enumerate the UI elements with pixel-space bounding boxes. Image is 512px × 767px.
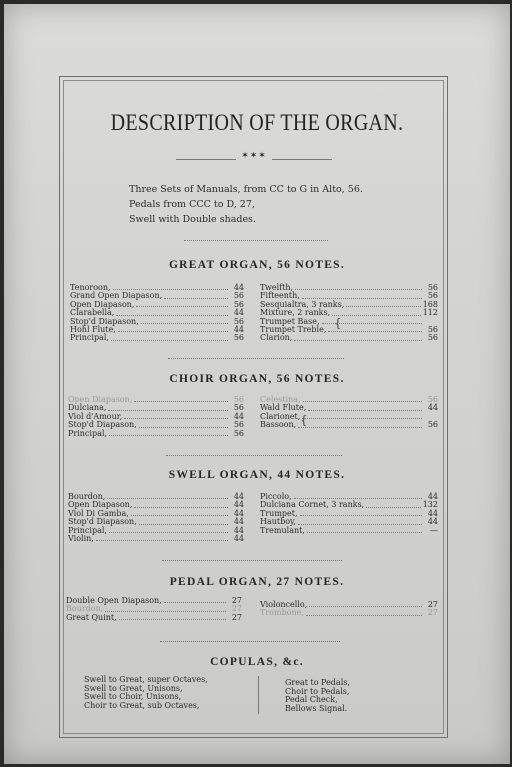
stop-row (260, 609, 438, 617)
title-ornament (176, 151, 332, 163)
copula-item: Choir to Pedals, (285, 686, 350, 696)
stop-name: Hautboy, (260, 517, 297, 527)
leader-dots (295, 284, 422, 290)
stop-name: Piccolo, (260, 492, 292, 501)
brace: { (334, 316, 342, 330)
stop-name: Stop'd Diapason, (68, 517, 137, 527)
section-divider (160, 641, 340, 642)
copula-item: Choir to Great, sub Octaves, (84, 701, 200, 711)
stop-name: Dulciana, (68, 403, 107, 413)
swell-stops-left (68, 493, 244, 543)
stop-name: Trombone, (260, 608, 304, 618)
leader-dots (113, 284, 228, 290)
stop-name: Clarionet, (260, 411, 301, 421)
stop-name: Stop'd Diapason, (68, 420, 137, 430)
stop-name: Viol Di Gamba, (68, 508, 129, 518)
leader-dots (141, 318, 228, 324)
stop-pipe-count: 27 (427, 600, 438, 609)
leader-dots (105, 605, 226, 611)
leader-dots (309, 601, 422, 607)
stop-pipe-count: 44 (233, 308, 244, 318)
copulas-left (84, 676, 208, 711)
stop-name: Bourdon, (68, 492, 106, 501)
leader-dots (332, 309, 421, 315)
copula-item: Bellows Signal. (285, 704, 348, 714)
stop-name: Sesquialtra, 3 ranks, (260, 299, 345, 309)
stop-name: Dulciana Cornet, 3 ranks, (260, 500, 365, 510)
leader-dots (366, 501, 420, 507)
pedal-stops-right (260, 601, 438, 618)
stop-pipe-count: 27 (427, 608, 438, 618)
section-divider (184, 240, 328, 241)
stop-pipe-count: 44 (233, 492, 244, 501)
leader-dots (108, 404, 228, 410)
leader-dots (164, 292, 228, 298)
stop-pipe-count: 56 (233, 299, 244, 309)
copulas-heading: COPULAS, &c. (210, 656, 304, 668)
leader-dots (134, 501, 228, 507)
section-divider (162, 560, 342, 561)
stop-pipe-count: 44 (427, 492, 438, 501)
leader-dots (96, 535, 228, 541)
stop-pipe-count: — (430, 525, 438, 535)
leader-dots (134, 396, 228, 402)
stop-pipe-count: 56 (427, 395, 438, 404)
stop-pipe-count: 56 (233, 420, 244, 430)
leader-dots (116, 309, 228, 315)
stop-name: Wald Flute, (260, 403, 307, 413)
intro-line: Swell with Double shades. (129, 214, 256, 225)
great-stops-left (70, 284, 244, 343)
leader-dots (328, 326, 422, 332)
stop-pipe-count: 112 (422, 308, 438, 318)
stop-name: Trumpet Treble, (260, 325, 327, 335)
leader-dots (302, 292, 422, 298)
intro-line: Three Sets of Manuals, from CC to G in Alto, 56. (129, 184, 363, 195)
stop-name: Clarabella, (70, 308, 115, 318)
stop-name: Trumpet Base, (260, 316, 320, 326)
stop-name: Clarion, (260, 333, 293, 343)
brace: { (300, 413, 308, 427)
stop-name: Mixture, 2 ranks, (260, 308, 331, 318)
choir-stops-left (68, 396, 244, 438)
stop-pipe-count: 44 (233, 325, 244, 335)
stop-pipe-count: 44 (427, 403, 438, 413)
stop-name: Principal, (70, 333, 109, 343)
intro-line: Pedals from CCC to D, 27, (129, 199, 255, 210)
leader-dots (109, 527, 228, 533)
leader-dots (139, 421, 228, 427)
stop-pipe-count: 44 (233, 283, 244, 292)
stop-pipe-count: 56 (233, 428, 244, 438)
stop-pipe-count: 44 (233, 534, 244, 544)
copulas-divider (258, 676, 259, 714)
stop-name: Viol d'Amour, (68, 411, 123, 421)
stop-pipe-count: 44 (427, 508, 438, 518)
stop-pipe-count: 44 (233, 525, 244, 535)
stop-name: Trumpet, (260, 508, 298, 518)
stop-pipe-count: 168 (422, 299, 438, 309)
stop-pipe-count: 56 (233, 395, 244, 404)
stop-pipe-count: 56 (233, 291, 244, 301)
stop-name: Great Quint, (66, 612, 117, 622)
leader-dots (302, 413, 422, 419)
great-organ-heading: GREAT ORGAN, 56 NOTES. (168, 259, 346, 271)
choir-stops-right (260, 396, 438, 430)
leader-dots (118, 326, 228, 332)
leader-dots (303, 396, 423, 402)
stop-pipe-count: 44 (427, 517, 438, 527)
stop-row (260, 334, 438, 342)
stop-pipe-count: 44 (233, 500, 244, 510)
stop-pipe-count: 56 (427, 291, 438, 301)
stop-pipe-count: 44 (233, 508, 244, 518)
leader-dots (136, 301, 228, 307)
ornament-stars: ✶✶✶ (241, 151, 267, 161)
leader-dots (300, 510, 422, 516)
stop-pipe-count: 132 (422, 500, 438, 510)
stop-pipe-count: 44 (233, 517, 244, 527)
stop-pipe-count: 44 (233, 411, 244, 421)
leader-dots (308, 404, 422, 410)
leader-dots (124, 413, 228, 419)
stop-row (66, 614, 242, 622)
swell-organ-heading: SWELL ORGAN, 44 NOTES. (168, 469, 346, 481)
leader-dots (298, 518, 422, 524)
stop-pipe-count: 56 (233, 316, 244, 326)
stop-name: Violin, (68, 534, 94, 544)
leader-dots (294, 334, 422, 340)
stop-name: Open Diapason, (70, 299, 135, 309)
stop-name: Open Diapason, (68, 500, 133, 510)
leader-dots (109, 430, 228, 436)
stop-name: Twelfth, (260, 283, 294, 292)
copula-item: Swell to Great, Unisons, (84, 683, 183, 693)
stop-name: Principal, (68, 525, 107, 535)
stop-name: Tenoroon, (70, 283, 111, 292)
copulas-right (285, 679, 350, 714)
leader-dots (107, 493, 228, 499)
copula-item: Pedal Check, (285, 695, 338, 705)
leader-dots (346, 301, 420, 307)
stop-pipe-count: 56 (427, 283, 438, 292)
stop-row (70, 334, 244, 342)
stop-name: Tremulant, (260, 525, 305, 535)
choir-organ-heading: CHOIR ORGAN, 56 NOTES. (169, 373, 345, 385)
stop-name: Celestina, (260, 395, 301, 404)
great-stops-right (260, 284, 438, 343)
copula-item: Swell to Choir, Unisons, (84, 692, 182, 702)
stop-pipe-count: 56 (233, 333, 244, 343)
stop-pipe-count: 56 (427, 325, 438, 335)
stop-name: Stop'd Diapason, (70, 316, 139, 326)
stop-name: Principal, (68, 428, 107, 438)
leader-dots (139, 518, 228, 524)
stop-name: Bassoon, (260, 420, 297, 430)
stop-name: Bourdon, (66, 604, 104, 614)
pedal-organ-heading: PEDAL ORGAN, 27 NOTES. (169, 576, 345, 588)
leader-dots (131, 510, 228, 516)
stop-row (68, 430, 244, 438)
stop-pipe-count: 27 (231, 604, 242, 614)
section-divider (168, 358, 344, 359)
pedal-stops-left (66, 597, 242, 622)
document-page (4, 4, 510, 764)
stop-row (68, 527, 244, 535)
stop-name: Fifteenth, (260, 291, 300, 301)
stop-pipe-count: 27 (231, 596, 242, 605)
page-title: DESCRIPTION OF THE ORGAN. (110, 110, 404, 136)
leader-dots (294, 493, 422, 499)
leader-dots (307, 527, 422, 533)
stop-pipe-count: 56 (427, 333, 438, 343)
swell-stops-right (260, 493, 438, 535)
stop-name: Double Open Diapason, (66, 596, 162, 605)
copula-item: Great to Pedals, (285, 678, 350, 687)
stop-name: Open Diapason, (68, 395, 133, 404)
stop-row (68, 535, 244, 543)
intro-text (129, 182, 363, 227)
leader-dots (111, 334, 228, 340)
stop-pipe-count: 56 (233, 403, 244, 413)
leader-dots (298, 421, 422, 427)
stop-pipe-count: 27 (231, 612, 242, 622)
stop-name: Hohl Flute, (70, 325, 116, 335)
stop-pipe-count: 56 (427, 420, 438, 430)
leader-dots (306, 609, 422, 615)
leader-dots (164, 597, 226, 603)
stop-row (260, 421, 438, 429)
stop-name: Grand Open Diapason, (70, 291, 163, 301)
section-divider (166, 455, 342, 456)
stop-name: Violoncello, (260, 600, 308, 609)
copula-item: Swell to Great, super Octaves, (84, 675, 208, 684)
stop-row (260, 527, 438, 535)
leader-dots (119, 614, 226, 620)
